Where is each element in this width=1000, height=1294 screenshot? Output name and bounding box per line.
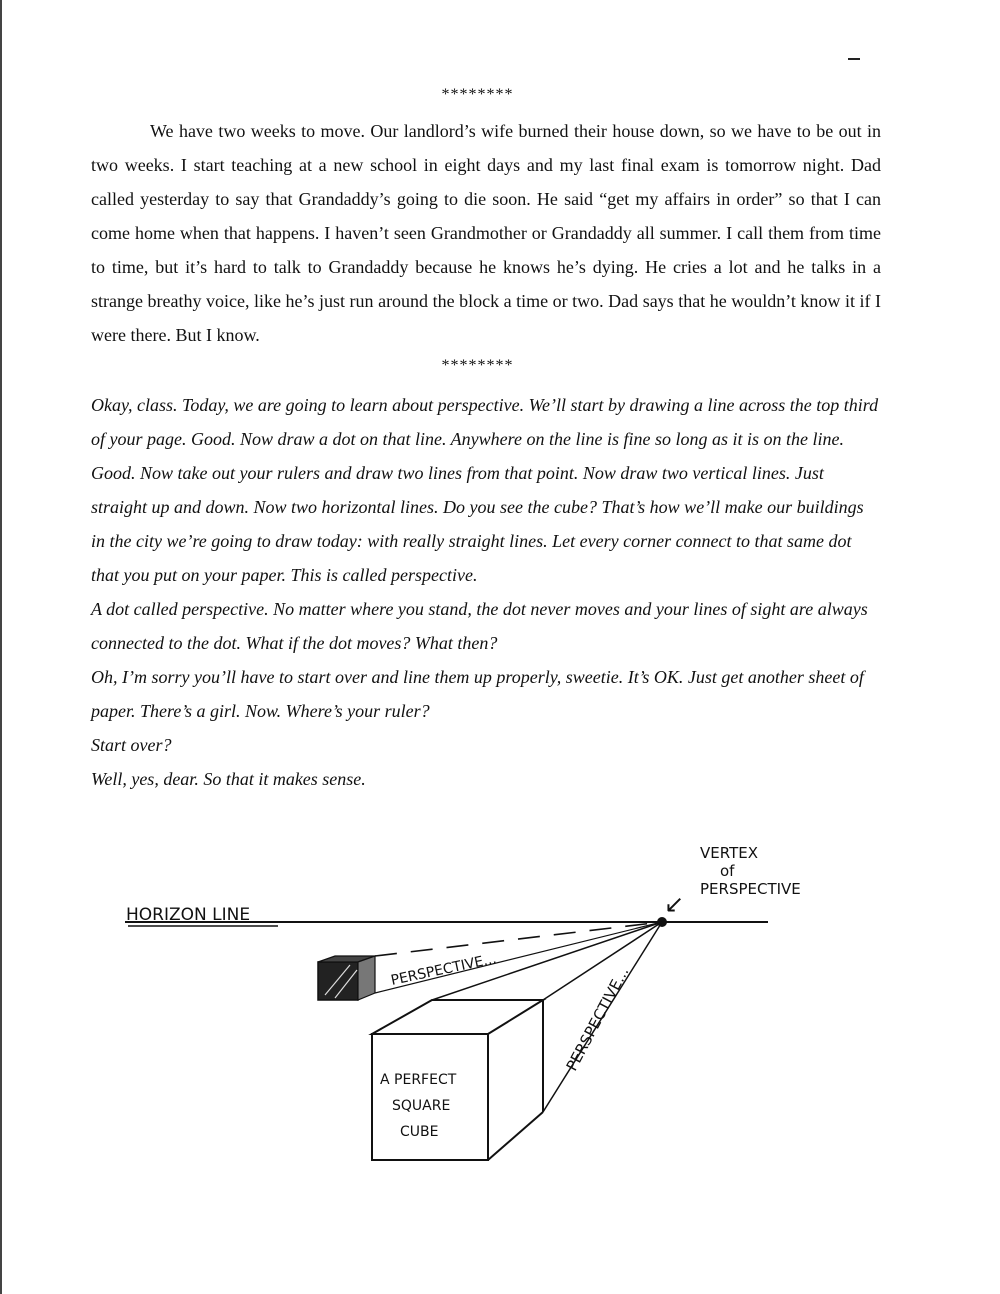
corner-mark: [848, 58, 860, 60]
horizon-label: HORIZON LINE: [126, 905, 251, 925]
italic-paragraph: Oh, I’m sorry you’ll have to start over and line them up properly, sweetie. It’s OK. Just get another sheet of paper. There’s a girl. Now. Where’s your ruler?: [91, 667, 864, 721]
perspective-label-small: PERSPECTIVE...: [389, 950, 498, 989]
vertex-label-line3: PERSPECTIVE: [700, 880, 801, 898]
section-separator-top: ********: [441, 86, 514, 103]
italic-paragraph: Start over?: [91, 735, 172, 755]
perspective-label-diagonal: PERSPECTIVE...: [562, 963, 633, 1074]
cube-label-line3: CUBE: [400, 1124, 439, 1140]
section-separator-mid: ********: [441, 357, 514, 374]
paragraph-moving: We have two weeks to move. Our landlord’s wife burned their house down, so we have to be out in two weeks. I start teaching at a new school in eight days and my last final exam is tomorrow night. Dad called yesterday to say that Grandaddy’s going to die soon. He said “get my affairs in order” so that I can come home when that happens. I haven’t seen Grandmother or Grandaddy all summer. I call them from time to time, but it’s hard to talk to Grandaddy because he knows he’s dying. He cries a lot and he talks in a strange breathy voice, like he’s just run around the block a time or two. Dad says that he wouldn’t know it if I were there. But I know.: [91, 121, 881, 345]
large-cube-front: [372, 1034, 488, 1160]
large-cube-bottom-edge: [488, 1112, 543, 1160]
vertex-label-line2: of: [720, 862, 735, 880]
small-cube-side: [358, 956, 375, 1000]
vertex-label-line1: VERTEX: [700, 844, 758, 862]
arrow-icon: ↙: [664, 890, 685, 918]
perspective-sketch: [0, 830, 1000, 1190]
cube-label-line1: A PERFECT: [380, 1072, 457, 1088]
italic-paragraph: Well, yes, dear. So that it makes sense.: [91, 769, 366, 789]
italic-paragraph: Okay, class. Today, we are going to learn about perspective. We’ll start by drawing a line across the top third of your page. Good. Now draw a dot on that line. Anywhere on the line is fine so long as it is on the line. Good. Now take out your rulers and draw two lines from that point. Now draw two vertical lines. Just straight up and down. Now two horizontal lines. Do you see the cube? That’s how we’ll make our buildings in the city we’re going to draw today: with really straight lines. Let every corner connect to that same dot that you put on your paper. This is called perspective.: [91, 395, 879, 585]
large-cube-top: [372, 1000, 543, 1034]
italic-dialogue: [91, 388, 881, 796]
cube-label-line2: SQUARE: [392, 1098, 451, 1114]
italic-paragraph: A dot called perspective. No matter where you stand, the dot never moves and your lines of sight are always connected to the dot. What if the dot moves? What then?: [91, 599, 868, 653]
